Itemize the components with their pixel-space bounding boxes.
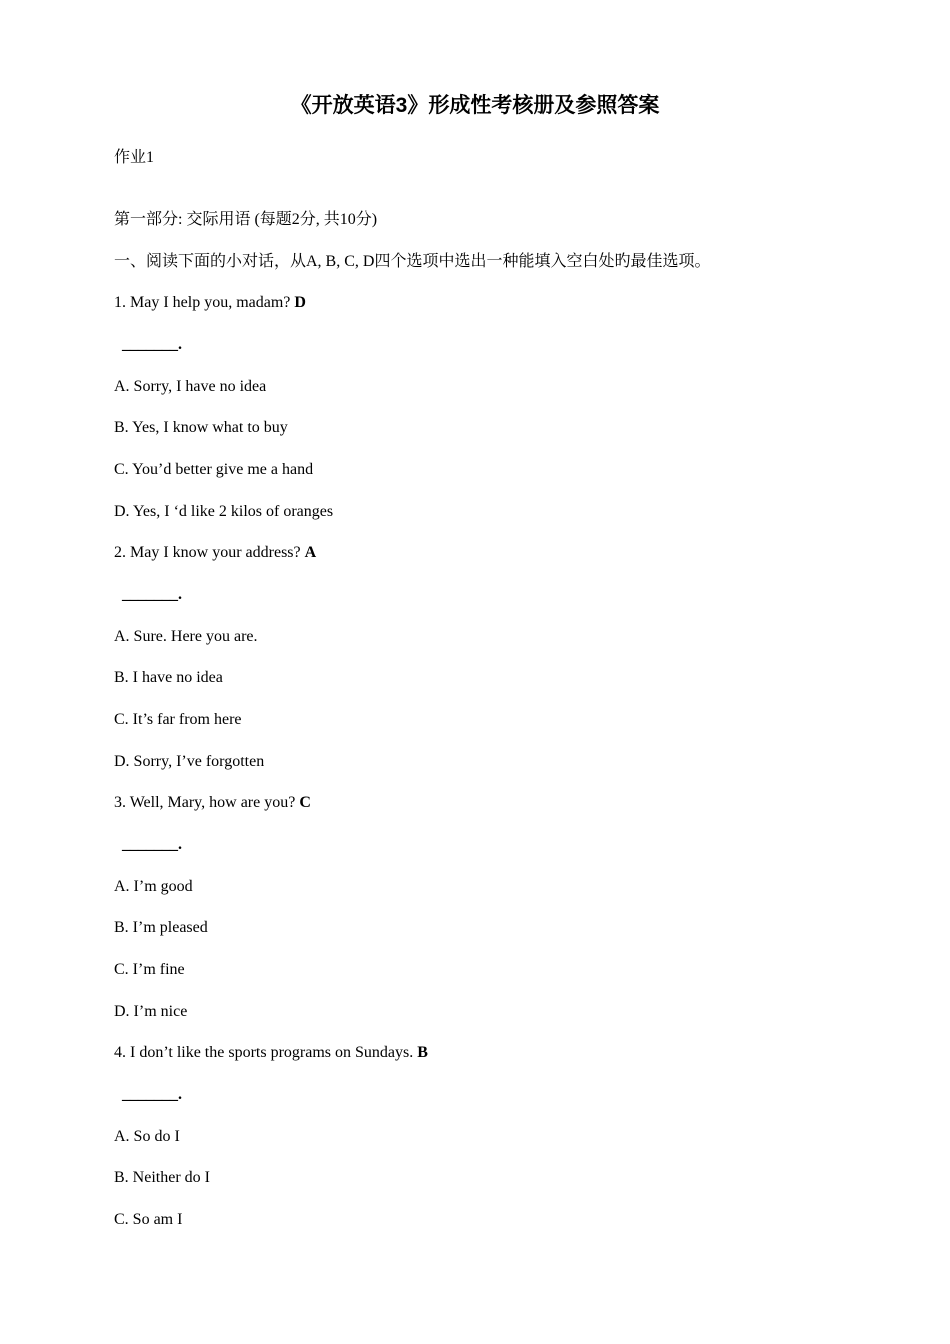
answer-blank: _______. (122, 336, 182, 353)
question-prompt (114, 793, 311, 813)
answer-blank: _______. (122, 1086, 182, 1103)
option-d: D. Sorry, I’ve forgotten (114, 753, 265, 770)
option-c: C. So am I (114, 1211, 183, 1228)
question-text: 2. May I know your address? (114, 544, 301, 561)
assignment-label: 作业1 (114, 149, 155, 166)
answer-blank: _______. (122, 836, 182, 853)
option-a: A. I’m good (114, 878, 193, 895)
answer-key: C (299, 794, 311, 811)
question-text: 1. May I help you, madam? (114, 294, 291, 311)
option-c: C. I’m fine (114, 961, 185, 978)
question-prompt (114, 543, 316, 563)
instruction-text: 一、阅读下面的小对话，从A, B, C, D四个选项中选出一种能填入空白处旳最佳选项。 (114, 253, 711, 270)
option-b: B. Neither do I (114, 1169, 210, 1186)
option-a: A. Sorry, I have no idea (114, 378, 267, 395)
option-c: C. It’s far from here (114, 711, 242, 728)
option-b: B. Yes, I know what to buy (114, 419, 288, 436)
option-c: C. You’d better give me a hand (114, 461, 314, 478)
option-b: B. I’m pleased (114, 919, 208, 936)
option-d: D. Yes, I ‘d like 2 kilos of oranges (114, 503, 334, 520)
option-d: D. I’m nice (114, 1003, 188, 1020)
answer-key: D (294, 294, 306, 311)
question-prompt (114, 293, 306, 313)
document-title: 《开放英语3》形成性考核册及参照答案 (290, 94, 660, 117)
part-heading: 第一部分: 交际用语 (每题2分, 共10分) (114, 211, 378, 228)
answer-blank: _______. (122, 586, 182, 603)
option-a: A. Sure. Here you are. (114, 628, 258, 645)
answer-key: B (417, 1044, 428, 1061)
question-text: 3. Well, Mary, how are you? (114, 794, 296, 811)
answer-key: A (304, 544, 317, 561)
question-prompt (114, 1043, 428, 1063)
option-b: B. I have no idea (114, 669, 223, 686)
question-text: 4. I don’t like the sports programs on Sundays. (114, 1044, 414, 1061)
option-a: A. So do I (114, 1128, 180, 1145)
